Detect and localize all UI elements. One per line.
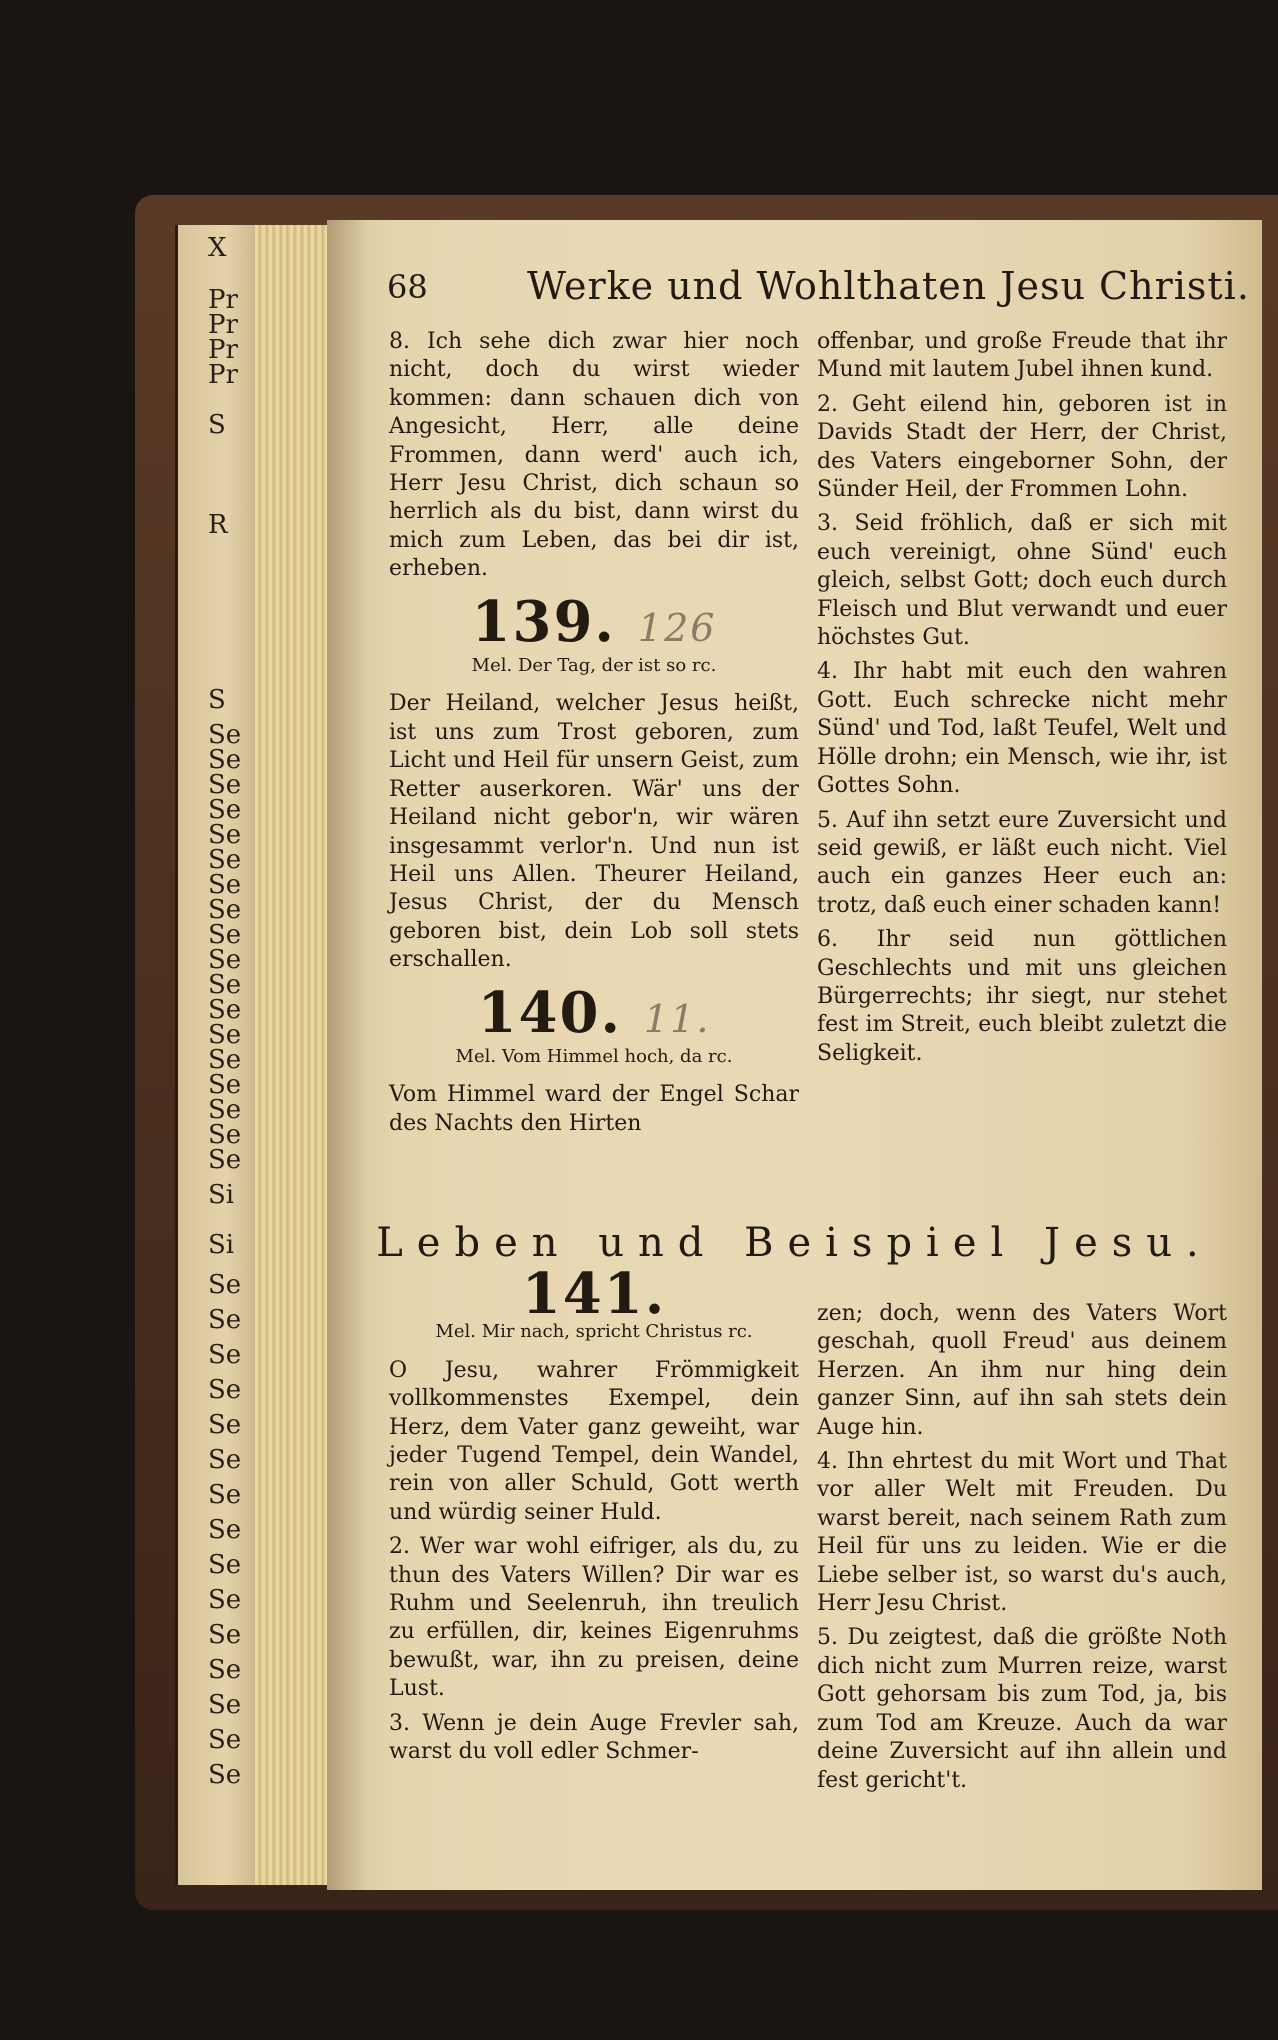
index-tab[interactable]: Se [208,1515,242,1545]
index-tab[interactable]: Se [208,970,242,1000]
pencil-note: 11. [643,996,711,1041]
index-tab[interactable]: Se [208,795,242,825]
index-tab[interactable]: Se [208,1070,242,1100]
index-tab[interactable]: Se [208,1095,242,1125]
page-title: Werke und Wohlthaten Jesu Christi. [527,264,1250,308]
verse: 2. Geht eilend hin, geboren ist in Davids Stadt der Herr, der Christ, des Vaters eingeborner Sohn, der Sünder Heil, der Frommen Lohn. [817,391,1227,503]
index-tab[interactable]: Se [208,995,242,1025]
index-tab[interactable]: Se [208,1120,242,1150]
gutter-shadow [327,220,367,1890]
index-tab[interactable]: S [208,685,226,715]
verse: 4. Ihr habt mit euch den wahren Gott. Euch schrecke nicht mehr Sünd' und Tod, laßt Teufel, Welt und Hölle drohn; ein Mensch, wie ihr, ist Gottes Sohn. [817,659,1227,799]
index-tab[interactable]: X [208,233,227,263]
index-tab[interactable]: Se [208,1760,242,1790]
index-tab[interactable]: Se [208,1375,242,1405]
index-tab[interactable]: Si [208,1230,235,1260]
index-tab[interactable]: Se [208,1340,242,1370]
index-tab[interactable]: Se [208,1305,242,1335]
page-edges [255,225,327,1885]
index-tab[interactable]: Se [208,1725,242,1755]
hymn-number-text: 140. [477,979,622,1046]
melody-line: Mel. Der Tag, der ist so rc. [471,655,717,677]
verse: Der Heiland, welcher Jesus heißt, ist uns zum Trost geboren, zum Licht und Heil für unsern Geist, zum Retter auserkoren. Wär' uns der Heiland nicht gebor'n, wir wären insgesammt verlor'n. Und nun ist Heil uns Allen. Theurer Heiland, Jesus Christ, der du Mensch geboren bist, dein Lob soll stets erschallen. [389,691,799,973]
index-tab[interactable]: Se [208,1550,242,1580]
index-tab[interactable]: Se [208,1585,242,1615]
right-column-upper [817,328,1227,1074]
running-header [327,260,1262,310]
index-tab[interactable]: S [208,410,226,440]
hymn-number-text: 139. [471,588,616,655]
verse: O Jesu, wahrer Frömmigkeit vollkommenstes Exempel, dein Herz, dem Vater ganz geweiht, war jeder Tugend Tempel, dein Wandel, rein von aller Schuld, Gott werth und würdig seiner Huld. [389,1357,799,1525]
thumb-index-tabs [175,225,258,1885]
index-tab[interactable]: Se [208,1655,242,1685]
index-tab[interactable]: Se [208,1270,242,1300]
index-tab[interactable]: Se [208,845,242,875]
index-tab[interactable]: R [208,510,228,540]
index-tab[interactable]: Se [208,1045,242,1075]
verse: 3. Seid fröhlich, daß er sich mit euch vereinigt, ohne Sünd' euch gleich, selbst Gott; doch euch durch Fleisch und Blut verwandt und euer höchstes Gut. [817,511,1227,651]
index-tab[interactable]: Se [208,1690,242,1720]
index-tab[interactable]: Si [208,1180,235,1210]
verse: zen; doch, wenn des Vaters Wort geschah, quoll Freud' aus deinem Herzen. An ihm nur hing dein ganzer Sinn, auf ihn sah stets dein Auge hin. [817,1301,1227,1440]
index-tab[interactable]: Se [208,895,242,925]
index-tab[interactable]: Se [208,1020,242,1050]
page-number: 68 [387,268,428,306]
verse: 8. Ich sehe dich zwar hier noch nicht, doch du wirst wieder kommen: dann schauen dich von Angesicht, Herr, alle deine Frommen, dann werd' auch ich, Herr Jesu Christ, dich schaun so herrlich als du bist, dann wirst du mich zum Leben, das bei dir ist, erheben. [389,329,799,582]
hymn-number: 141. [521,1261,667,1327]
verse: 5. Du zeigtest, daß die größte Noth dich nicht zum Murren reize, warst Gott gehorsam bis zum Tod, ja, bis zum Tod am Kreuze. Auch da war deine Zuversicht auf ihn allein und fest gericht't. [817,1625,1227,1793]
index-tab[interactable]: Se [208,720,242,750]
right-column-lower [817,1300,1227,1801]
index-tab[interactable]: Pr [208,335,238,365]
hymn-number [389,588,799,655]
index-tab[interactable]: Pr [208,360,238,390]
index-tab[interactable]: Se [208,1145,242,1175]
melody-line: Mel. Mir nach, spricht Christus rc. [435,1321,753,1343]
index-tab[interactable]: Se [208,1410,242,1440]
verse: 6. Ihr seid nun göttlichen Geschlechts und mit uns gleichen Bürgerrechts; ihr siegt, nur stehet fest im Streit, euch bleibt zuletzt die Seligkeit. [817,927,1227,1066]
index-tab[interactable]: Pr [208,310,238,340]
index-tab[interactable]: Se [208,920,242,950]
index-tab[interactable]: Se [208,745,242,775]
index-tab[interactable]: Se [208,945,242,975]
left-column-lower [389,1261,799,1773]
index-tab[interactable]: Se [208,1480,242,1510]
index-tab[interactable]: Se [208,1620,242,1650]
pencil-note: 126 [637,605,717,650]
index-tab[interactable]: Se [208,820,242,850]
verse: offenbar, und große Freude that ihr Mund mit lautem Jubel ihnen kund. [817,329,1227,383]
index-tab[interactable]: Se [208,770,242,800]
verse: Vom Himmel ward der Engel Schar des Nachts den Hirten [389,1082,799,1136]
book-page [327,220,1262,1890]
section-heading: Leben und Beispiel Jesu. [376,1220,1213,1266]
melody-line: Mel. Vom Himmel hoch, da rc. [455,1045,733,1067]
index-tab[interactable]: Pr [208,285,238,315]
verse: 4. Ihn ehrtest du mit Wort und That vor aller Welt mit Freuden. Du warst bereit, nach seinem Rath zum Heil für uns zu leiden. Wie er die Liebe selber ist, so warst du's auch, Herr Jesu Christ. [817,1449,1227,1617]
index-tab[interactable]: Se [208,870,242,900]
left-column-upper [389,328,799,1144]
verse: 2. Wer war wohl eifriger, als du, zu thun des Vaters Willen? Dir war es Ruhm und Seelenruh, ihn treulich zu erfüllen, dir, keines Eigenruhms bewußt, war, ihn zu preisen, deine Lust. [389,1534,799,1702]
verse: 5. Auf ihn setzt eure Zuversicht und seid gewiß, er läßt euch nicht. Viel auch ein ganzes Heer euch an: trotz, daß euch einer schaden kann! [817,807,1227,918]
index-tab[interactable]: Se [208,1445,242,1475]
verse: 3. Wenn je dein Auge Frevler sah, warst du voll edler Schmer- [389,1710,799,1765]
hymn-number [389,979,799,1046]
